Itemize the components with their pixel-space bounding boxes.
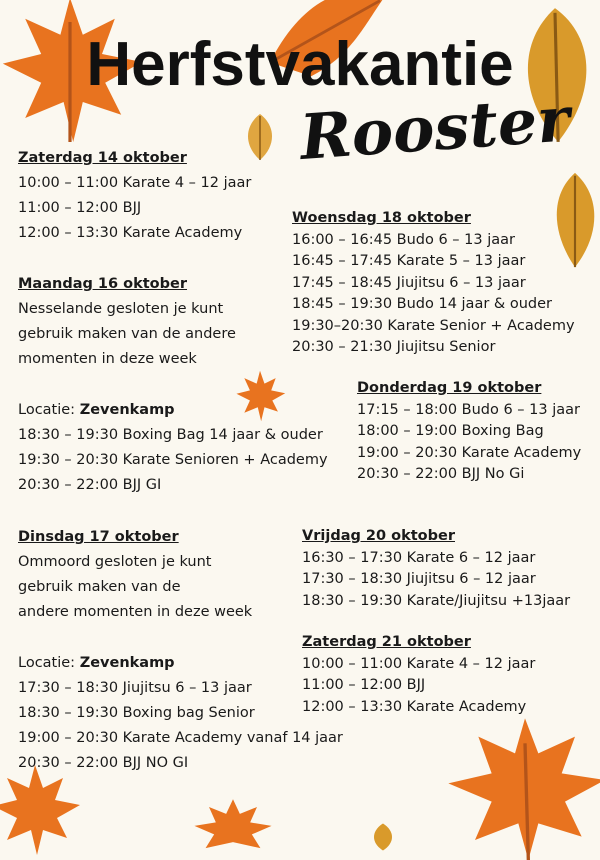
schedule-line: 20:30 – 22:00 BJJ NO GI: [18, 755, 189, 771]
schedule-line: 11:00 – 12:00 BJJ: [18, 200, 142, 216]
location-name: Zevenkamp: [79, 655, 175, 671]
schedule-line: 12:00 – 13:30 Karate Academy: [302, 698, 527, 715]
section-heading: Woensdag 18 oktober: [292, 210, 471, 226]
schedule-line: 19:30–20:30 Karate Senior + Academy: [292, 317, 575, 334]
section-donderdag-19: [357, 378, 581, 486]
schedule-line: 20:30 – 21:30 Jiujitsu Senior: [292, 339, 496, 355]
schedule-line: 19:30 – 20:30 Karate Senioren + Academy: [18, 452, 328, 468]
section-dinsdag-17: [18, 525, 252, 625]
schedule-line: Ommoord gesloten je kunt: [18, 554, 212, 570]
section-heading: Donderdag 19 oktober: [357, 380, 542, 396]
schedule-line: 16:45 – 17:45 Karate 5 – 13 jaar: [292, 253, 526, 269]
section-vrijdag-20: [302, 526, 570, 612]
page-title: Herfstvakantie: [86, 30, 514, 99]
schedule-line: 20:30 – 22:00 BJJ No Gi: [357, 466, 525, 482]
schedule-line: Nesselande gesloten je kunt: [18, 301, 224, 317]
schedule-line: 17:15 – 18:00 Budo 6 – 13 jaar: [357, 401, 580, 418]
maple-leaf-bottom-right-icon: [440, 710, 600, 860]
schedule-line: 12:00 – 13:30 Karate Academy: [18, 225, 243, 241]
schedule-line: 18:00 – 19:00 Boxing Bag: [357, 423, 544, 439]
location-line: [18, 398, 328, 423]
section-locatie-zevenkamp-2: [18, 651, 343, 776]
schedule-line: gebruik maken van de: [18, 579, 181, 595]
schedule-line: 19:00 – 20:30 Karate Academy vanaf 14 jaar: [18, 730, 343, 746]
schedule-line: 17:30 – 18:30 Jiujitsu 6 – 13 jaar: [18, 680, 252, 696]
location-label: Locatie:: [18, 402, 80, 418]
schedule-line: 17:30 – 18:30 Jiujitsu 6 – 12 jaar: [302, 571, 536, 587]
schedule-line: 10:00 – 11:00 Karate 4 – 12 jaar: [302, 655, 536, 672]
section-heading: Zaterdag 14 oktober: [18, 150, 187, 166]
section-heading: Vrijdag 20 oktober: [302, 528, 455, 544]
section-woensdag-18: [292, 208, 575, 359]
schedule-line: 11:00 – 12:00 BJJ: [302, 677, 426, 693]
page-subtitle: Rooster: [297, 82, 573, 174]
section-zaterdag-14: [18, 146, 251, 246]
location-label: Locatie:: [18, 655, 80, 671]
schedule-line: 16:30 – 17:30 Karate 6 – 12 jaar: [302, 549, 536, 566]
location-line: [18, 651, 343, 676]
section-heading: Zaterdag 21 oktober: [302, 634, 471, 650]
schedule-line: andere momenten in deze week: [18, 604, 253, 620]
maple-leaf-bottom-center-icon: [188, 795, 278, 855]
section-locatie-zevenkamp-1: [18, 398, 328, 498]
section-maandag-16: [18, 272, 236, 372]
schedule-line: 17:45 – 18:45 Jiujitsu 6 – 13 jaar: [292, 274, 526, 291]
schedule-line: 20:30 – 22:00 BJJ GI: [18, 477, 162, 493]
schedule-line: 18:30 – 19:30 Boxing bag Senior: [18, 705, 255, 721]
schedule-line: 18:45 – 19:30 Budo 14 jaar & ouder: [292, 296, 552, 312]
schedule-line: 16:00 – 16:45 Budo 6 – 13 jaar: [292, 231, 515, 248]
schedule-line: 19:00 – 20:30 Karate Academy: [357, 444, 582, 461]
schedule-line: 10:00 – 11:00 Karate 4 – 12 jaar: [18, 175, 252, 191]
schedule-line: momenten in deze week: [18, 351, 197, 367]
section-zaterdag-21: [302, 632, 535, 718]
schedule-line: 18:30 – 19:30 Boxing Bag 14 jaar & ouder: [18, 427, 323, 443]
section-heading: Maandag 16 oktober: [18, 276, 188, 292]
location-name: Zevenkamp: [79, 402, 175, 418]
schedule-line: 18:30 – 19:30 Karate/Jiujitsu +13jaar: [302, 592, 571, 609]
section-heading: Dinsdag 17 oktober: [18, 529, 179, 545]
schedule-line: gebruik maken van de andere: [18, 326, 236, 342]
